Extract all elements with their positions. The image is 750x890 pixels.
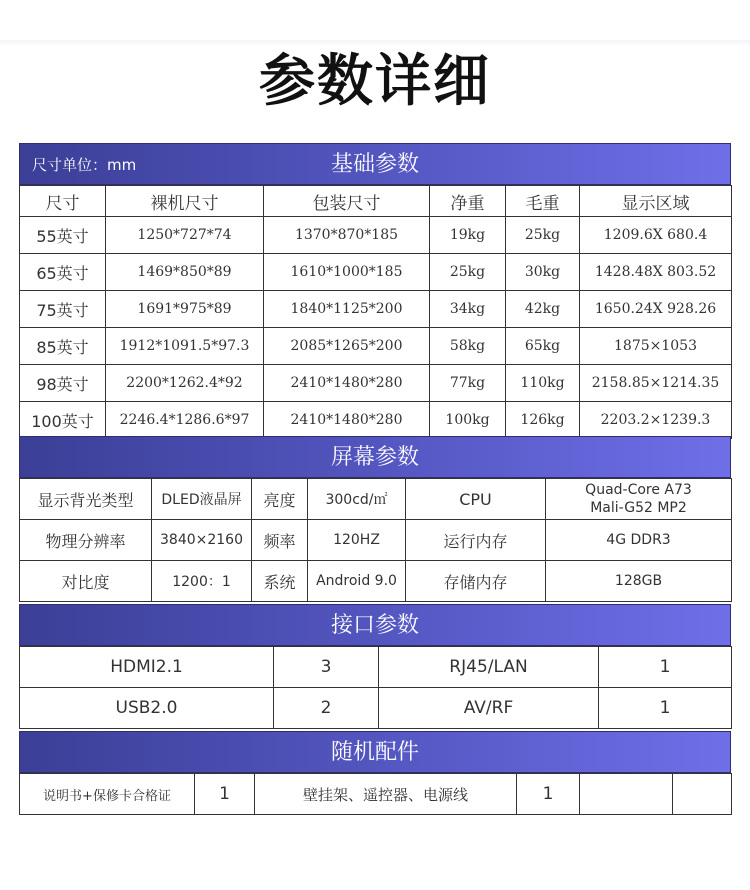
table-cell: 运行内存 [406,520,546,561]
ports-params-header [19,604,731,646]
table-cell: 1209.6X 680.4 [580,217,732,254]
table-cell: 55英寸 [20,217,106,254]
table-cell: 壁挂架、遥控器、电源线 [255,774,517,815]
table-cell: 2158.85×1214.35 [580,365,732,402]
table-cell: 2085*1265*200 [264,328,430,365]
section-title-ports: 接口参数 [330,613,419,638]
table-cell: 尺寸 [20,186,106,217]
table-cell: 300cd/㎡ [308,479,406,520]
table-cell: 显示区域 [580,186,732,217]
table-cell: 120HZ [308,520,406,561]
table-cell: 77kg [430,365,506,402]
table-cell: 对比度 [20,561,152,602]
table-row [20,254,732,291]
table-cell: USB2.0 [20,688,274,729]
table-cell: RJ45/LAN [379,647,599,688]
screen-params-table [19,478,732,602]
table-cell: 65英寸 [20,254,106,291]
table-row [20,291,732,328]
table-cell: 58kg [430,328,506,365]
table-cell: 毛重 [506,186,580,217]
table-row [20,688,732,729]
section-title-screen: 屏幕参数 [330,445,419,470]
table-row [20,402,732,439]
accessories-header [19,731,731,773]
table-row [20,365,732,402]
table-row [20,217,732,254]
table-cell: 1840*1125*200 [264,291,430,328]
table-cell: 说明书+保修卡合格证 [20,774,195,815]
table-cell: 1691*975*89 [106,291,264,328]
table-cell: 100kg [430,402,506,439]
table-cell [673,774,732,815]
table-row [20,774,732,815]
table-cell: 2203.2×1239.3 [580,402,732,439]
table-cell: 75英寸 [20,291,106,328]
table-row [20,561,732,602]
table-cell: 1200：1 [152,561,252,602]
table-cell: 频率 [252,520,308,561]
table-cell: HDMI2.1 [20,647,274,688]
table-cell: 亮度 [252,479,308,520]
table-cell: 100英寸 [20,402,106,439]
table-cell: 1250*727*74 [106,217,264,254]
table-cell: 净重 [430,186,506,217]
table-cell: 4G DDR3 [546,520,732,561]
table-cell: 1912*1091.5*97.3 [106,328,264,365]
table-cell [580,774,673,815]
table-row [20,328,732,365]
table-row [20,647,732,688]
table-cell: 1650.24X 928.26 [580,291,732,328]
table-cell: 110kg [506,365,580,402]
table-cell: 3 [274,647,379,688]
table-cell: 3840×2160 [152,520,252,561]
screen-params-header [19,436,731,478]
table-cell: 98英寸 [20,365,106,402]
table-cell: 2410*1480*280 [264,402,430,439]
table-cell: 裸机尺寸 [106,186,264,217]
table-cell: 显示背光类型 [20,479,152,520]
unit-label: 尺寸单位：mm [32,156,137,174]
table-cell: 存储内存 [406,561,546,602]
table-cell: 1370*870*185 [264,217,430,254]
table-cell: 34kg [430,291,506,328]
table-cell: 1 [517,774,580,815]
table-cell: CPU [406,479,546,520]
table-cell: 126kg [506,402,580,439]
table-cell: 2246.4*1286.6*97 [106,402,264,439]
ports-params-table [19,646,732,729]
table-cell: 25kg [430,254,506,291]
accessories-table [19,773,732,815]
table-cell: AV/RF [379,688,599,729]
table-cell: 1 [195,774,255,815]
table-cell: 65kg [506,328,580,365]
table-cell: 物理分辨率 [20,520,152,561]
table-cell: DLED液晶屏 [152,479,252,520]
table-cell: 1428.48X 803.52 [580,254,732,291]
table-row [20,479,732,520]
basic-params-table [19,185,732,439]
table-cell: 2410*1480*280 [264,365,430,402]
table-cell: Android 9.0 [308,561,406,602]
table-cell: 1875×1053 [580,328,732,365]
table-cell: 包装尺寸 [264,186,430,217]
table-cell: 30kg [506,254,580,291]
basic-params-header [19,143,731,185]
header-divider [0,40,750,46]
table-cell: 42kg [506,291,580,328]
table-header-row [20,186,732,217]
page-title: 参数详细 [259,49,491,114]
table-cell: 2 [274,688,379,729]
section-title-basic: 基础参数 [330,152,419,177]
table-cell: 1469*850*89 [106,254,264,291]
table-cell: 1610*1000*185 [264,254,430,291]
table-cell: Quad-Core A73 Mali-G52 MP2 [546,479,732,520]
table-cell: 25kg [506,217,580,254]
table-cell: 128GB [546,561,732,602]
table-cell: 1 [599,647,732,688]
section-title-accessories: 随机配件 [330,740,419,765]
table-cell: 1 [599,688,732,729]
table-cell: 19kg [430,217,506,254]
table-cell: 2200*1262.4*92 [106,365,264,402]
table-cell: 85英寸 [20,328,106,365]
table-row [20,520,732,561]
table-cell: 系统 [252,561,308,602]
